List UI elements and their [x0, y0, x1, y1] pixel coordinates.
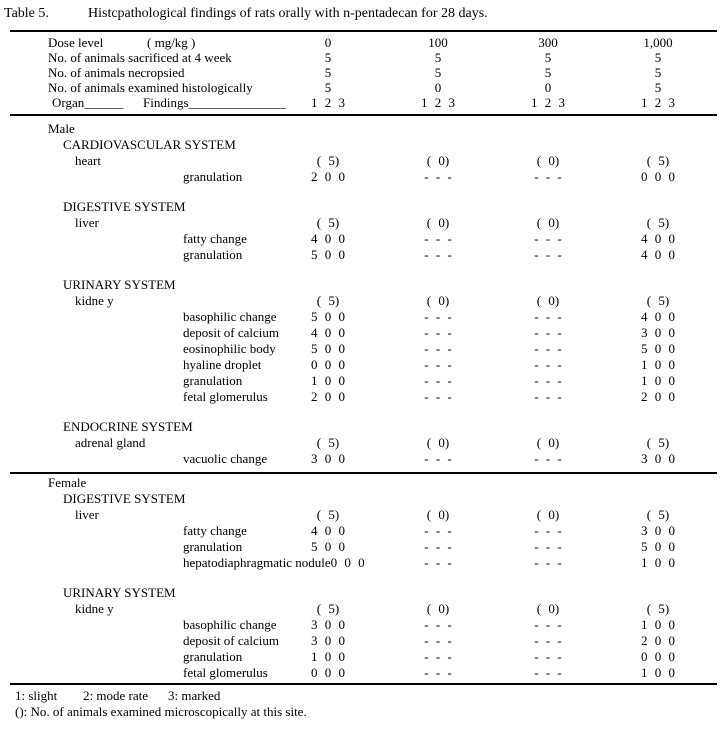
header-row-label: No. of animals examined histologically — [48, 80, 253, 95]
finding-label-text: deposit of calcium — [183, 325, 280, 340]
value-cell: - - - — [424, 523, 452, 538]
header-row-label: No. of animals necropsied — [48, 65, 185, 80]
value-cell — [273, 199, 383, 215]
value-cell — [493, 277, 603, 293]
grade-scale-header: 1 2 3 — [641, 95, 675, 110]
system-label-text: ENDOCRINE SYSTEM — [63, 419, 193, 434]
value-cell — [603, 199, 713, 215]
row-spacer — [10, 185, 717, 199]
row-system — [10, 277, 717, 293]
organ-label-text: kidne y — [75, 601, 114, 616]
finding-label-text: granulation — [183, 539, 243, 554]
value-inline: 0 0 0 — [330, 555, 365, 570]
finding-label — [10, 325, 280, 341]
value-cell: - - - — [534, 373, 562, 388]
value-cell: 1 0 0 — [311, 373, 345, 388]
row-system — [10, 491, 717, 507]
finding-label — [10, 247, 273, 263]
group-label — [10, 475, 273, 491]
dose-value-cell: 0 — [324, 35, 332, 50]
value-cell: 5 — [324, 50, 332, 65]
row-finding — [10, 231, 717, 247]
findings-column-header: Findings_______________ — [143, 95, 287, 110]
value-cell: - - - — [534, 341, 562, 356]
value-cell: - - - — [424, 539, 452, 554]
value-cell: - - - — [424, 325, 452, 340]
value-cell: - - - — [534, 649, 562, 664]
finding-label-text: deposit of calcium — [183, 633, 280, 648]
row-finding — [10, 389, 717, 405]
footnote-marked: 3: marked — [168, 688, 221, 703]
organ-column-header: Organ______ — [52, 95, 124, 110]
value-cell: 5 0 0 — [641, 341, 675, 356]
value-cell: - - - — [424, 169, 452, 184]
finding-label-text: granulation — [183, 247, 243, 262]
row-finding — [10, 341, 717, 357]
organ-label — [10, 507, 273, 523]
value-cell: ( 5) — [316, 507, 340, 522]
system-label-text: DIGESTIVE SYSTEM — [63, 491, 186, 506]
finding-label-text: hyaline droplet — [183, 357, 262, 372]
finding-label — [10, 539, 273, 555]
value-cell: 5 — [544, 50, 552, 65]
dose-level-label: Dose level — [48, 35, 104, 50]
organ-label — [10, 601, 273, 617]
footnote-moderate: 2: mode rate — [83, 688, 148, 703]
value-cell: 1 0 0 — [641, 373, 675, 388]
row-finding — [10, 665, 717, 681]
row-finding — [10, 539, 717, 555]
finding-label — [10, 555, 365, 571]
table-title — [4, 6, 727, 22]
value-cell: 1 0 0 — [311, 649, 345, 664]
value-cell: 5 0 0 — [311, 309, 345, 324]
value-cell: 0 — [544, 80, 552, 95]
value-cell — [273, 137, 383, 153]
finding-label-text: basophilic change — [183, 309, 277, 324]
finding-label — [10, 665, 273, 681]
value-cell: ( 0) — [426, 293, 450, 308]
value-cell: - - - — [534, 325, 562, 340]
dose-unit-label: ( mg/kg ) — [147, 35, 196, 50]
finding-label — [10, 451, 273, 467]
footnote-paren: (): No. of animals examined microscopically at this site. — [15, 704, 307, 719]
header-row-sacrificed — [10, 50, 717, 65]
value-cell: 2 0 0 — [311, 169, 345, 184]
finding-label — [10, 309, 277, 325]
organ-label-text: kidne y — [75, 293, 114, 308]
finding-label — [10, 389, 273, 405]
row-group — [10, 121, 717, 137]
value-cell: - - - — [534, 523, 562, 538]
value-cell: ( 5) — [316, 153, 340, 168]
value-cell — [493, 419, 603, 435]
value-cell: - - - — [534, 357, 562, 372]
value-cell — [273, 419, 383, 435]
system-label-text: CARDIOVASCULAR SYSTEM — [63, 137, 236, 152]
value-cell: 3 0 0 — [311, 617, 345, 632]
finding-label-text: granulation — [183, 649, 243, 664]
footnote-slight: 1: slight — [15, 688, 58, 703]
value-cell: ( 5) — [316, 601, 340, 616]
row-system — [10, 419, 717, 435]
value-cell: ( 0) — [426, 507, 450, 522]
value-cell: ( 0) — [426, 215, 450, 230]
finding-label — [10, 357, 273, 373]
value-cell: ( 0) — [426, 435, 450, 450]
value-cell: 5 — [654, 50, 662, 65]
finding-label — [10, 523, 273, 539]
finding-label — [10, 617, 277, 633]
value-cell: 5 — [434, 65, 442, 80]
value-cell: - - - — [424, 341, 452, 356]
value-cell: - - - — [424, 231, 452, 246]
value-cell: 1 0 0 — [641, 357, 675, 372]
value-cell: 4 0 0 — [641, 231, 675, 246]
table-body — [10, 116, 717, 683]
value-cell: ( 0) — [536, 601, 560, 616]
organ-label — [10, 293, 273, 309]
row-finding — [10, 649, 717, 665]
value-cell: - - - — [424, 617, 452, 632]
finding-label-text: granulation — [183, 169, 243, 184]
system-label-text: DIGESTIVE SYSTEM — [63, 199, 186, 214]
value-cell: ( 5) — [316, 293, 340, 308]
system-label — [10, 277, 273, 293]
value-cell: - - - — [534, 389, 562, 404]
value-cell: 3 0 0 — [641, 451, 675, 466]
value-cell — [603, 585, 713, 601]
row-finding — [10, 633, 717, 649]
value-cell — [603, 121, 713, 137]
value-cell: - - - — [534, 247, 562, 262]
value-cell: 4 0 0 — [311, 523, 345, 538]
value-cell — [493, 491, 603, 507]
value-cell — [603, 419, 713, 435]
row-finding — [10, 523, 717, 539]
value-cell: - - - — [424, 247, 452, 262]
value-cell — [493, 137, 603, 153]
row-finding — [10, 169, 717, 185]
value-cell: - - - — [424, 373, 452, 388]
organ-findings-label-cell — [10, 95, 287, 110]
value-cell: 3 0 0 — [641, 523, 675, 538]
value-cell: 0 0 0 — [641, 169, 675, 184]
value-cell: ( 0) — [426, 153, 450, 168]
value-cell: 4 0 0 — [311, 325, 345, 340]
organ-label-text: liver — [75, 215, 99, 230]
value-cell: - - - — [424, 451, 452, 466]
value-cell: - - - — [424, 389, 452, 404]
dose-value-cell: 1,000 — [643, 35, 673, 50]
row-group — [10, 475, 717, 491]
value-cell: 0 0 0 — [641, 649, 675, 664]
value-cell: 5 0 0 — [311, 247, 345, 262]
value-cell — [493, 121, 603, 137]
value-cell: ( 0) — [536, 293, 560, 308]
row-spacer — [10, 263, 717, 277]
group-label-text: Male — [48, 121, 75, 136]
footnote-grade-scale — [15, 688, 727, 704]
row-finding — [10, 373, 717, 389]
value-cell: 5 — [324, 80, 332, 95]
row-organ — [10, 601, 717, 617]
value-cell: 5 — [654, 80, 662, 95]
value-cell: - - - — [534, 231, 562, 246]
value-cell — [383, 491, 493, 507]
data-table — [10, 30, 717, 685]
value-cell — [273, 555, 383, 571]
value-cell — [273, 277, 383, 293]
value-cell — [273, 491, 383, 507]
organ-label-text: adrenal gland — [75, 435, 146, 450]
header-row-dose — [10, 35, 717, 50]
value-cell — [383, 277, 493, 293]
organ-label — [10, 435, 273, 451]
row-finding — [10, 617, 717, 633]
value-cell: - - - — [534, 309, 562, 324]
value-cell: ( 5) — [646, 153, 670, 168]
grade-scale-header: 1 2 3 — [531, 95, 565, 110]
value-cell — [493, 475, 603, 491]
value-cell: 5 — [544, 65, 552, 80]
row-finding — [10, 309, 717, 325]
finding-label — [10, 231, 273, 247]
system-label-text: URINARY SYSTEM — [63, 277, 176, 292]
value-cell: - - - — [534, 169, 562, 184]
system-label — [10, 491, 273, 507]
group-label-text: Female — [48, 475, 87, 490]
value-cell: 5 0 0 — [311, 341, 345, 356]
row-organ — [10, 435, 717, 451]
value-cell: 0 0 0 — [311, 357, 345, 372]
value-cell: 0 — [434, 80, 442, 95]
organ-label-text: liver — [75, 507, 99, 522]
system-label — [10, 199, 273, 215]
value-cell — [383, 121, 493, 137]
finding-label-text: hepatodiaphragmatic nodule — [183, 555, 331, 570]
value-cell: 0 0 0 — [311, 665, 345, 680]
value-cell — [493, 199, 603, 215]
finding-label — [10, 373, 273, 389]
value-cell: ( 0) — [426, 601, 450, 616]
value-cell: 5 0 0 — [641, 539, 675, 554]
row-organ — [10, 507, 717, 523]
grade-scale-header: 1 2 3 — [311, 95, 345, 110]
value-cell: - - - — [424, 309, 452, 324]
group-label — [10, 121, 273, 137]
header-row-organ-findings — [10, 95, 717, 110]
value-cell: 4 0 0 — [641, 247, 675, 262]
value-cell — [273, 475, 383, 491]
value-cell — [603, 475, 713, 491]
value-cell: - - - — [424, 633, 452, 648]
value-cell: 1 0 0 — [641, 555, 675, 570]
value-cell: - - - — [424, 665, 452, 680]
value-cell: 4 0 0 — [641, 309, 675, 324]
table-title-text: Histcpathological findings of rats orally with n-pentadecan for 28 days. — [88, 6, 488, 21]
table-header — [10, 32, 717, 116]
value-cell: - - - — [534, 633, 562, 648]
dose-value-cell: 300 — [538, 35, 558, 50]
header-row-necropsied — [10, 65, 717, 80]
value-cell — [383, 585, 493, 601]
value-cell: - - - — [534, 617, 562, 632]
value-cell: ( 5) — [316, 435, 340, 450]
value-cell: 3 0 0 — [311, 451, 345, 466]
value-cell: 5 0 0 — [311, 539, 345, 554]
finding-label-text: granulation — [183, 373, 243, 388]
system-label — [10, 585, 273, 601]
page-root — [0, 6, 727, 731]
value-cell: 3 0 0 — [311, 633, 345, 648]
organ-label-text: heart — [75, 153, 101, 168]
finding-label-text: fatty change — [183, 231, 247, 246]
finding-label-text: fetal glomerulus — [183, 665, 268, 680]
value-cell: ( 5) — [646, 215, 670, 230]
finding-label-text: eosinophilic body — [183, 341, 276, 356]
header-row-label: No. of animals sacrificed at 4 week — [48, 50, 232, 65]
table-title-label: Table 5. — [4, 6, 49, 21]
value-cell: ( 0) — [536, 215, 560, 230]
value-cell: - - - — [424, 649, 452, 664]
value-cell: ( 0) — [536, 435, 560, 450]
value-cell — [383, 137, 493, 153]
value-cell: ( 5) — [646, 507, 670, 522]
value-cell: 2 0 0 — [641, 389, 675, 404]
value-cell: ( 0) — [536, 153, 560, 168]
header-row-examined — [10, 80, 717, 95]
finding-label — [10, 633, 280, 649]
system-label-text: URINARY SYSTEM — [63, 585, 176, 600]
system-label — [10, 137, 273, 153]
value-cell: 5 — [434, 50, 442, 65]
row-finding — [10, 325, 717, 341]
value-cell — [383, 419, 493, 435]
value-cell: 4 0 0 — [311, 231, 345, 246]
finding-label-text: fetal glomerulus — [183, 389, 268, 404]
value-cell: - - - — [534, 555, 562, 570]
value-cell — [603, 491, 713, 507]
dose-level-label-cell — [10, 35, 273, 50]
organ-label — [10, 153, 273, 169]
row-spacer — [10, 405, 717, 419]
value-cell — [383, 475, 493, 491]
finding-label — [10, 169, 273, 185]
value-cell: ( 5) — [646, 293, 670, 308]
value-cell — [493, 585, 603, 601]
row-organ — [10, 215, 717, 231]
value-cell: 5 — [654, 65, 662, 80]
finding-label — [10, 649, 273, 665]
grade-scale-header: 1 2 3 — [421, 95, 455, 110]
value-cell: - - - — [534, 539, 562, 554]
value-cell: 5 — [324, 65, 332, 80]
value-cell — [273, 585, 383, 601]
row-finding — [10, 247, 717, 263]
dose-value-cell: 100 — [428, 35, 448, 50]
finding-label-text: fatty change — [183, 523, 247, 538]
value-cell: ( 0) — [536, 507, 560, 522]
value-cell: 1 0 0 — [641, 617, 675, 632]
row-finding — [10, 555, 717, 571]
finding-label — [10, 341, 276, 357]
system-label — [10, 419, 273, 435]
value-cell — [383, 199, 493, 215]
value-cell: 1 0 0 — [641, 665, 675, 680]
row-system — [10, 137, 717, 153]
value-cell: ( 5) — [646, 601, 670, 616]
value-cell: - - - — [424, 555, 452, 570]
value-cell: - - - — [424, 357, 452, 372]
row-organ — [10, 293, 717, 309]
value-cell: - - - — [534, 665, 562, 680]
value-cell — [273, 121, 383, 137]
value-cell: 2 0 0 — [641, 633, 675, 648]
row-system — [10, 199, 717, 215]
row-finding — [10, 357, 717, 373]
organ-label — [10, 215, 273, 231]
value-cell — [603, 137, 713, 153]
finding-label-text: basophilic change — [183, 617, 277, 632]
row-system — [10, 585, 717, 601]
row-finding — [10, 451, 717, 467]
row-organ — [10, 153, 717, 169]
value-cell — [603, 277, 713, 293]
value-cell: 2 0 0 — [311, 389, 345, 404]
value-cell: ( 5) — [646, 435, 670, 450]
finding-label-text: vacuolic change — [183, 451, 268, 466]
value-cell: ( 5) — [316, 215, 340, 230]
value-cell: 3 0 0 — [641, 325, 675, 340]
value-cell: - - - — [534, 451, 562, 466]
row-spacer — [10, 571, 717, 585]
footnotes — [15, 688, 727, 720]
